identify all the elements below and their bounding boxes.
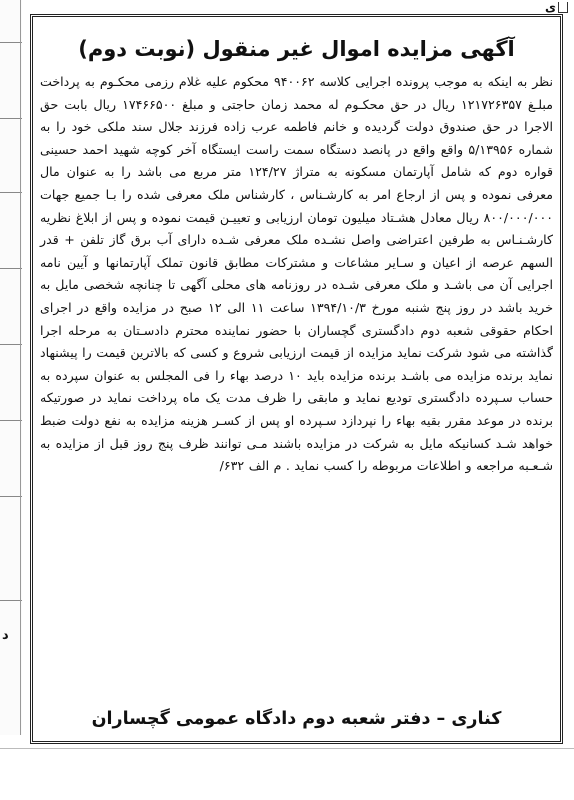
column-rule bbox=[0, 268, 22, 269]
notice-title: آگهی مزایده اموال غیر منقول (نوبت دوم) bbox=[78, 37, 515, 61]
column-rule bbox=[0, 344, 22, 345]
notice-signature: کناری – دفتر شعبه دوم دادگاه عمومی گچساران bbox=[91, 709, 502, 729]
column-rule bbox=[0, 496, 22, 497]
top-right-glyph: ی bbox=[545, 0, 556, 14]
adjacent-column-strip bbox=[0, 0, 22, 735]
column-rule bbox=[0, 42, 22, 43]
column-rule bbox=[0, 600, 22, 601]
column-rule bbox=[0, 192, 22, 193]
column-divider bbox=[20, 0, 21, 735]
column-rule bbox=[0, 420, 22, 421]
adjacent-column-glyph: د bbox=[2, 628, 9, 643]
notice-body: نظر به اینکه به موجب پرونده اجرایی کلاسه ۹۴۰۰۶۲ محکوم علیه غلام رزمی محکـوم به پرداخت مبلـغ ۱۲۱۷۲۶۳۵۷ ریال در حق محکـوم له محمد زمان حاجتی و مبلغ ۱۷۴۶۶۵۰۰ ریال بابت حق الاجرا در حق صندوق دولت گردیده و خانم فاطمه عرب زاده فرزند جلال سند ملکی خود را به شماره ۵/۱۳۹۵۶ واقع واقع در پانصد دستگاه سمت راست ایستگاه آخر کوچه شهید احمد حسینی قواره دوم که شامل آپارتمان مسکونه به متراژ ۱۲۴/۲۷ متر مربع می باشد را به عنوان مال معرفی نموده و پس از ارجاع امر به کارشـناس ، کارشناس ملک معرفی شده را بـا جمیع جهات ۸۰۰/۰۰۰/۰۰۰ ریال معادل هشـتاد میلیون تومان ارزیابی و تعییـن قیمت نموده و پس از ابلاغ نظریه کارشـنـاس به طرفین اعتراضی واصل نشـده ملک معرفی شـده دارای آب برق گاز تلفن + قدر السهم عرصه از اعیان و سـایر مشاعات و مشترکات مطابق قانون تملک آپارتمانها و آیین نامه اجرایی آن می باشـد و ملک معرفی شـده در روزنامه های محلی آگهی تا چنانچه شخصی مایل به خرید باشد در روز پنج شنبه مورخ ۱۳۹۴/۱۰/۳ ساعت ۱۱ الی ۱۲ صبح در مزایده واقع در اجرای احکام حقوقی شعبه دوم دادگستری گچساران با حضور نماینده محترم دادسـتان به مرحله اجرا گذاشته می شود شرکت نماید مزایده از قیمت ارزیابی شروع و کسی که بالاترین قیمت را پیشنهاد نماید برنده مزایده می باشـد برنده مزایده باید ۱۰ درصد بهاء را فی المجلس به عنوان سپرده به حساب سـپرده دادگستری تودیع نماید و مابقی را ظرف مدت یک ماه پرداخت نماید در صورتیکه برنده در موعد مقرر بقیه بهاء را نپردازد سـپرده او پس از کسـر هزینه مزایده به نفع دولت ضبط خواهد شـد کسانیکه مایل به شرکت در مزایده باشند مـی توانند ظرف پنج روز قبل از مزایده به شـعـبه مراجعه و اطلاعات مربوطه را کسب نماید . م الف ۶۳۲/ bbox=[40, 74, 554, 474]
auction-notice-box bbox=[30, 14, 563, 744]
top-right-box bbox=[558, 2, 568, 13]
column-rule bbox=[0, 118, 22, 119]
page-bottom-rule bbox=[0, 748, 574, 749]
